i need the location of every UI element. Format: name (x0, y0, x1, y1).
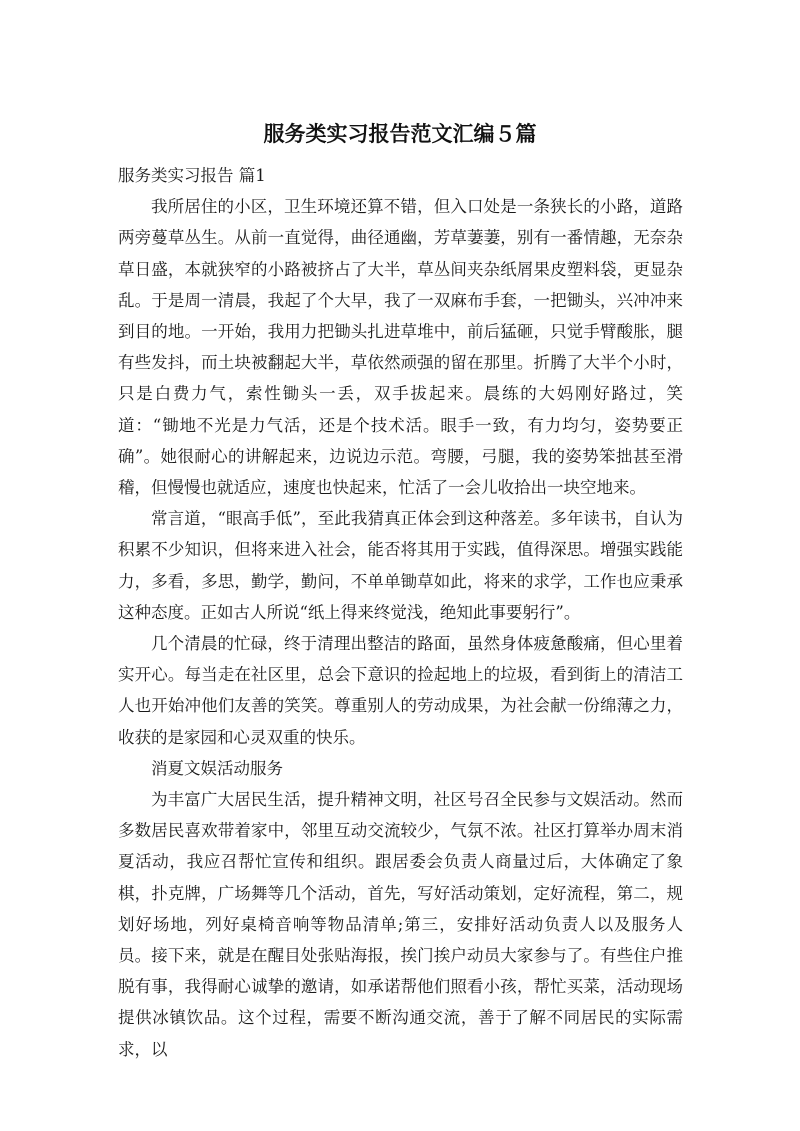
document-title: 服务类实习报告范文汇编５篇 (263, 122, 537, 146)
subheading: 消夏文娱活动服务 (151, 758, 283, 778)
paragraph: 为丰富广大居民生活，提升精神文明，社区号召全民参与文娱活动。然而多数居民喜欢带着家中，邻里互动交流较少，气氛不浓。社区打算举办周末消夏活动，我应召帮忙宣传和组织。跟居委会负责人商量过后，大体确定了象棋，扑克牌，广场舞等几个活动，首先，写好活动策划，定好流程，第二，规划好场地，列好桌椅音响等物品清单;第三，安排好活动负责人以及服务人员。接下来，就是在醒目处张贴海报，挨门挨户动员大家参与了。有些住户推脱有事，我得耐心诚挚的邀请，如承诺帮他们照看小孩，帮忙买菜，活动现场提供冰镇饮品。这个过程，需要不断沟通交流，善于了解不同居民的实际需求，以 (118, 790, 683, 1059)
section-heading: 服务类实习报告 篇1 (118, 166, 266, 185)
document-body (118, 160, 683, 1065)
paragraph: 我所居住的小区，卫生环境还算不错，但入口处是一条狭长的小路，道路两旁蔓草丛生。从前一直觉得，曲径通幽，芳草萋萋，别有一番情趣，无奈杂草日盛，本就狭窄的小路被挤占了大半，草丛间夹杂纸屑果皮塑料袋，更显杂乱。于是周一清晨，我起了个大早，我了一双麻布手套，一把锄头，兴冲冲来到目的地。一开始，我用力把锄头扎进草堆中，前后猛砸，只觉手臂酸胀，腿有些发抖，而土块被翻起大半，草依然顽强的留在那里。折腾了大半个小时，只是白费力气，索性锄头一丢，双手拔起来。晨练的大妈刚好路过，笑道：“锄地不光是力气活，还是个技术活。眼手一致，有力均匀，姿势要正确”。她很耐心的讲解起来，边说边示范。弯腰，弓腿，我的姿势笨拙甚至滑稽，但慢慢也就适应，速度也快起来，忙活了一会儿收拾出一块空地来。 (118, 197, 683, 498)
paragraph: 几个清晨的忙碌，终于清理出整洁的路面，虽然身体疲惫酸痛，但心里着实开心。每当走在社区里，总会下意识的捡起地上的垃圾，看到街上的清洁工人也开始冲他们友善的笑笑。尊重别人的劳动成果，为社会献一份绵薄之力，收获的是家园和心灵双重的快乐。 (118, 634, 683, 747)
paragraph: 常言道，“眼高手低”，至此我猜真正体会到这种落差。多年读书，自认为积累不少知识，但将来进入社会，能否将其用于实践，值得深思。增强实践能力，多看，多思，勤学，勤问，不单单锄草如此，将来的求学，工作也应秉承这种态度。正如古人所说“纸上得来终觉浅，绝知此事要躬行”。 (118, 509, 683, 622)
